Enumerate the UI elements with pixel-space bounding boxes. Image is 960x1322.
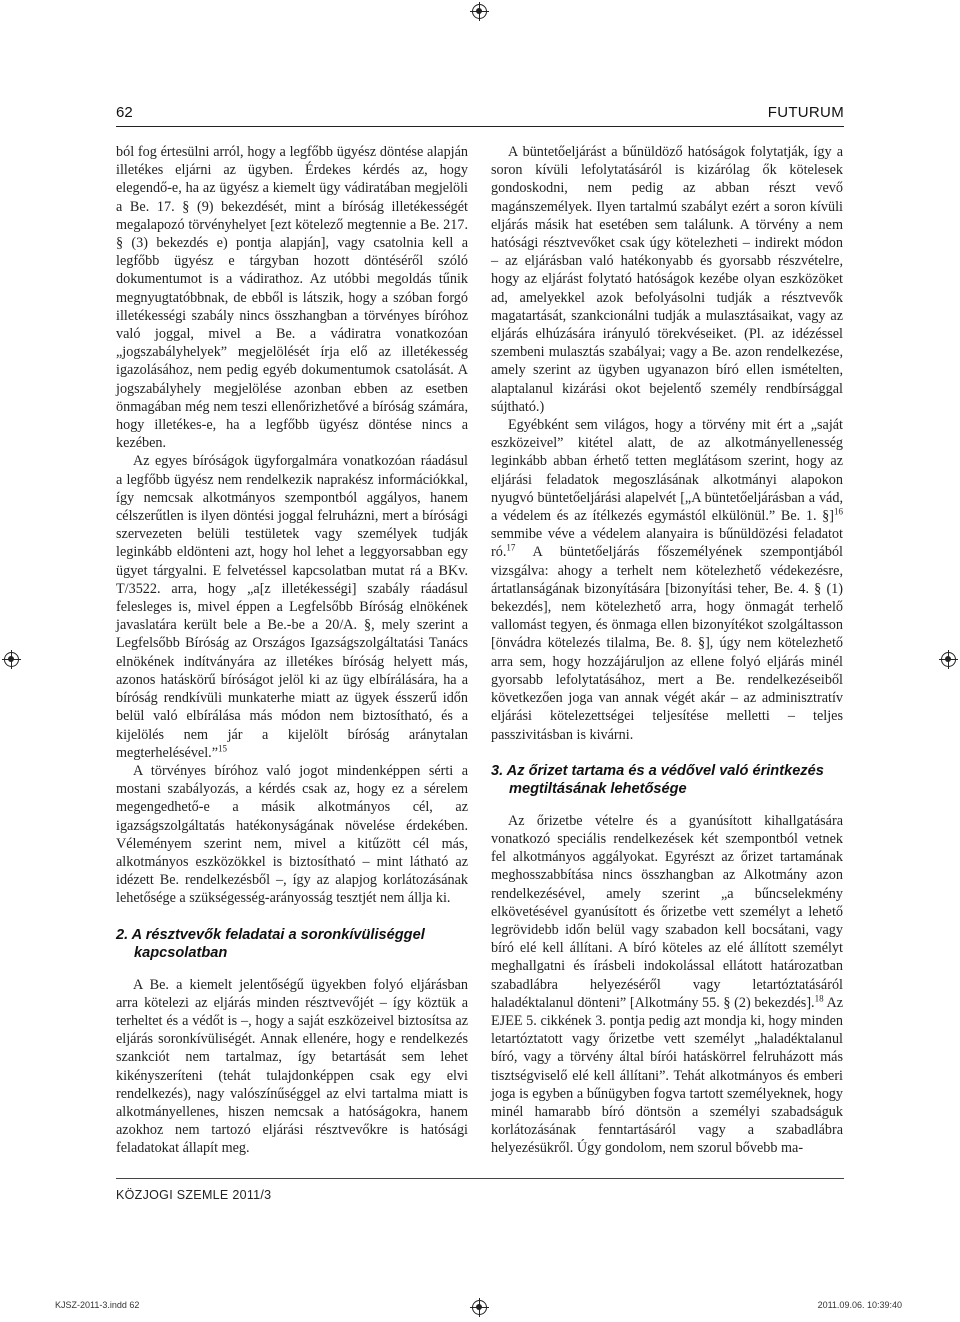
- journal-title: FUTURUM: [767, 104, 844, 121]
- paragraph: [491, 812, 843, 1158]
- paragraph-text: Egyébként sem világos, hogy a törvény mit ért a „saját eszközeivel” kitétel alatt, de az alkotmányellenesség leginkább abban érhető tetten meglátásom szerint, hogy az eljárási feladatok megoszlásának alkotmányi alapokon nyugvó büntetőeljárási alapelvét [„A büntetőeljárásban a vád, a védelem és az ítélkezés egymástól elkülönül.” Be. 1. §]: [491, 417, 843, 525]
- paragraph: [116, 762, 468, 908]
- paragraph: [116, 976, 468, 1158]
- footer-divider: [116, 1178, 844, 1179]
- paragraph-text: A törvényes bíróhoz való jogot mindenképpen sérti a mostani szabályozás, a kérdés csak az, hogy ez a sérelem megengedhető-e a másik alkotmányos cél, az igazságszolgáltatás hatékonyságának növelése érdekében. Véleményem szerint nem, mivel a kitűzött cél más, alkotmányos eszközökkel is biztosítható – mint látható az idézett Be. rendelkezésből –, így az alapjog korlátozásának lehetősége a szükségesség-arányosság tesztjét nem állja ki.: [116, 762, 468, 907]
- slug-filename: KJSZ-2011-3.indd 62: [55, 1300, 140, 1310]
- registration-mark-top-icon: [472, 4, 487, 19]
- paragraph: [116, 452, 468, 761]
- page-number: 62: [116, 104, 133, 121]
- paragraph-text: A büntetőeljárást a bűnüldöző hatóságok folytatják, így a soron kívüli lefolytatásáról is kizárólag ők kötelesek gondoskodni, nem pedig az abban részt vevő magánszemélyek. Ilyen tartalmú szabályt ezért a soron kívüli eljárás másik hat esetében sem találunk. A törvény a nem hatósági résztvevőket csak úgy kötelezheti – indirekt módon – az eljárásban való hatékonyabb és gyorsabb részvételre, hogy az eljárást folytató hatóságok kezébe olyan eszközöket ad, amelyekkel azok befolyásolni tudják a résztvevők magatartását, szankcionálni tudják a mulasztásaikat, vagy az eljárás elhúzására irányuló törekvéseiket. (Pl. az idézéssel szembeni mulasztás szabályai; vagy a Be. azon rendelkezése, amely szerint az ügyben ugyanazon bíró ellen ismételten, alaptalanul kizárási okot bejelentő személy rendbírsággal sújtható.): [491, 144, 843, 415]
- paragraph-text: semmibe véve a védelem alanyaira is bűnüldözési feladatot ró.: [491, 526, 843, 561]
- footnote-ref: 16: [834, 506, 843, 517]
- paragraph: [116, 143, 468, 452]
- footnote-ref: 18: [814, 993, 824, 1003]
- paragraph-text: ból fog értesülni arról, hogy a legfőbb ügyész döntése alapján illetékes eljárni az ügyben. Érdekes kérdés az, hogy elegendő-e, ha az ügyész a kiemelt ügy vádiratában megjelöli a Be. 17. § (9) bekezdését, mint a bíróság illetékességét megalapozó törvényhelyet [ezt kötelező megtennie a Be. 217. § (3) bekezdés e) pontja alapján], vagy csatolnia kell a legfőbb ügyész e tárgyban hozott döntéséről szóló dokumentumot is a vádirathoz. Az utóbbi megoldás tűnik megnyugtatóbbnak, de ebből is látszik, hogy a szóban forgó illetékességi szabály nincs összhangban a törvényes bíróhoz való joggal, mivel a Be. a vádiratra vonatkozóan „jogszabályhelyek” megjelölését írja elő az illetékesség igazolásához, nem pedig egyéb dokumentumok csatolását. A jogszabályhely megjelölése azonban ebben az esetben önmagában még nem teszi ellenőrizhetővé a bíróság számára, hogy illetékes-e, ha a legfőbb ügyész döntése nincs a kezében.: [116, 144, 468, 452]
- slug-timestamp: 2011.09.06. 10:39:40: [817, 1300, 902, 1310]
- registration-mark-left-icon: [4, 652, 19, 667]
- paragraph-text: Az őrizetbe vételre és a gyanúsított kihallgatására vonatkozó speciális rendelkezések két szempontból vetnek fel alkotmányos aggályokat. Egyrészt az őrizet tartamának meghosszabbítása nincs összhangban az Alkotmány azon rendelkezésével, amely szerint „a bűncselekmény elkövetésével gyanúsított és őrizetbe vett személyt a lehető legrövidebb időn belül vagy szabadon kell bocsátani, vagy bíró elé kell állítani. A bíró köteles az elé állított személyt meghallgatni és írásbeli indokolással ellátott határozatban szabadlábra helyezéséről vagy letartóztatásáról haladéktalanul dönteni” [Alkotmány 55. § (2) bekezdés].: [491, 812, 843, 1011]
- header-divider: [116, 126, 844, 127]
- paragraph-text: A büntetőeljárás főszemélyének szempontjából vizsgálva: ahogy a terhelt nem kötelezhető védekezésre, ártatlanságának bizonyítására [bizonyítási teher, Be. 4. § (1) bekezdés], nem kötelezhető arra, hogy önmagát terhelő vallomást tegyen, és önmaga ellen bizonyítékot szolgáltasson [önvádra kötelezés tilalma, Be. 8. §], úgy nem kötelezhető arra sem, hogy hozzájáruljon az ellene folyó eljárás minél gyorsabb lefolytatásához, mert a Be. rendelkezéseiből következően joga van annak végét akár – az adminisztratív eljárási kötelezettségei teljesítése melletti – teljes passzivitásban is kivárni.: [491, 544, 843, 743]
- registration-mark-bottom-icon: [472, 1300, 487, 1315]
- paragraph-text: Az EJEE 5. cikkének 3. pontja pedig azt mondja ki, hogy minden letartóztatott vagy őrizetbe vett személyt „haladéktalanul bíró, vagy a törvény által bírói hatáskörrel felruházott más tisztségviselő elé kell állítani”. Tehát alkotmányos és emberi joga is egyben a bűnügyben fogva tartott személyeknek, hogy minél hamarabb bíró döntsön a személyi szabadságuk korlátozásának fenntartásáról vagy a szabadlábra helyezésükről. Úgy gondolom, nem szorul bővebb ma-: [491, 994, 843, 1157]
- registration-mark-right-icon: [941, 652, 956, 667]
- footnote-ref: 15: [218, 742, 228, 753]
- footnote-ref: 17: [506, 542, 516, 553]
- section-heading: 2. A résztvevők feladatai a soronkívüliséggel kapcsolatban: [116, 926, 425, 961]
- paragraph: [491, 416, 843, 744]
- paragraph: [491, 143, 843, 416]
- paragraph-text: A Be. a kiemelt jelentőségű ügyekben folyó eljárásban arra kötelezi az eljárás minden résztvevőjét – így köztük a terheltet és a védőt is –, hogy a saját eszközeivel biztosítsa az eljárás soronkívüliségét. Annak ellenére, hogy e rendelkezés szankciót nem tartalmaz, így betartását sem lehet kikényszeríteni (tehát tulajdonképpen csak egy elvi rendelkezés), nagy valószínűséggel az elvi tartalma miatt is alkotmányellenes, hiszen nemcsak a hatóságokra, hanem azokhoz nem tartozó eljárási résztvevőkre is hatósági feladatokat állapít meg.: [116, 976, 468, 1157]
- right-column: [491, 143, 843, 1158]
- section-heading: 3. Az őrizet tartama és a védővel való érintkezés megtiltásának lehetősége: [491, 762, 824, 797]
- footer-journal: KÖZJOGI SZEMLE 2011/3: [116, 1188, 272, 1202]
- paragraph-text: Az egyes bíróságok ügyforgalmára vonatkozóan ráadásul a legfőbb ügyész nem rendelkezik naprakész információkkal, így nemcsak alkotmányos szempontból aggályos, hanem célszerűtlen is ilyen döntési joggal felruházni, mert a bírósági szervezeten belüli testületek vagy személyek tudják leginkább eldönteni azt, hogy hol lehet a leggyorsabban egy ügyet tárgyalni. E felvetéssel kapcsolatban mutat rá a BKv. T/3522. arra, hogy „a[z illetékességi] szabály ráadásul felesleges is, mivel éppen a Legfelsőbb Bíróság elnökének javaslatára került bele a Be.-be a 20/A. §, mely szerint a Legfelsőbb Bíróság az Országos Igazságszolgáltatási Tanács elnökének indítványára az illetékes bíróság helyett más, azonos hatáskörű bíróságot jelöl ki az ügy elbírálására, ha a bíróság rendkívüli munkaterhe miatt az ügyek ésszerű időn belül való elbírálása más módon nem biztosítható, és a kijelölés nem jár a kijelölt bíróság aránytalan megterhelésével.”: [116, 453, 468, 761]
- left-column: [116, 143, 468, 1158]
